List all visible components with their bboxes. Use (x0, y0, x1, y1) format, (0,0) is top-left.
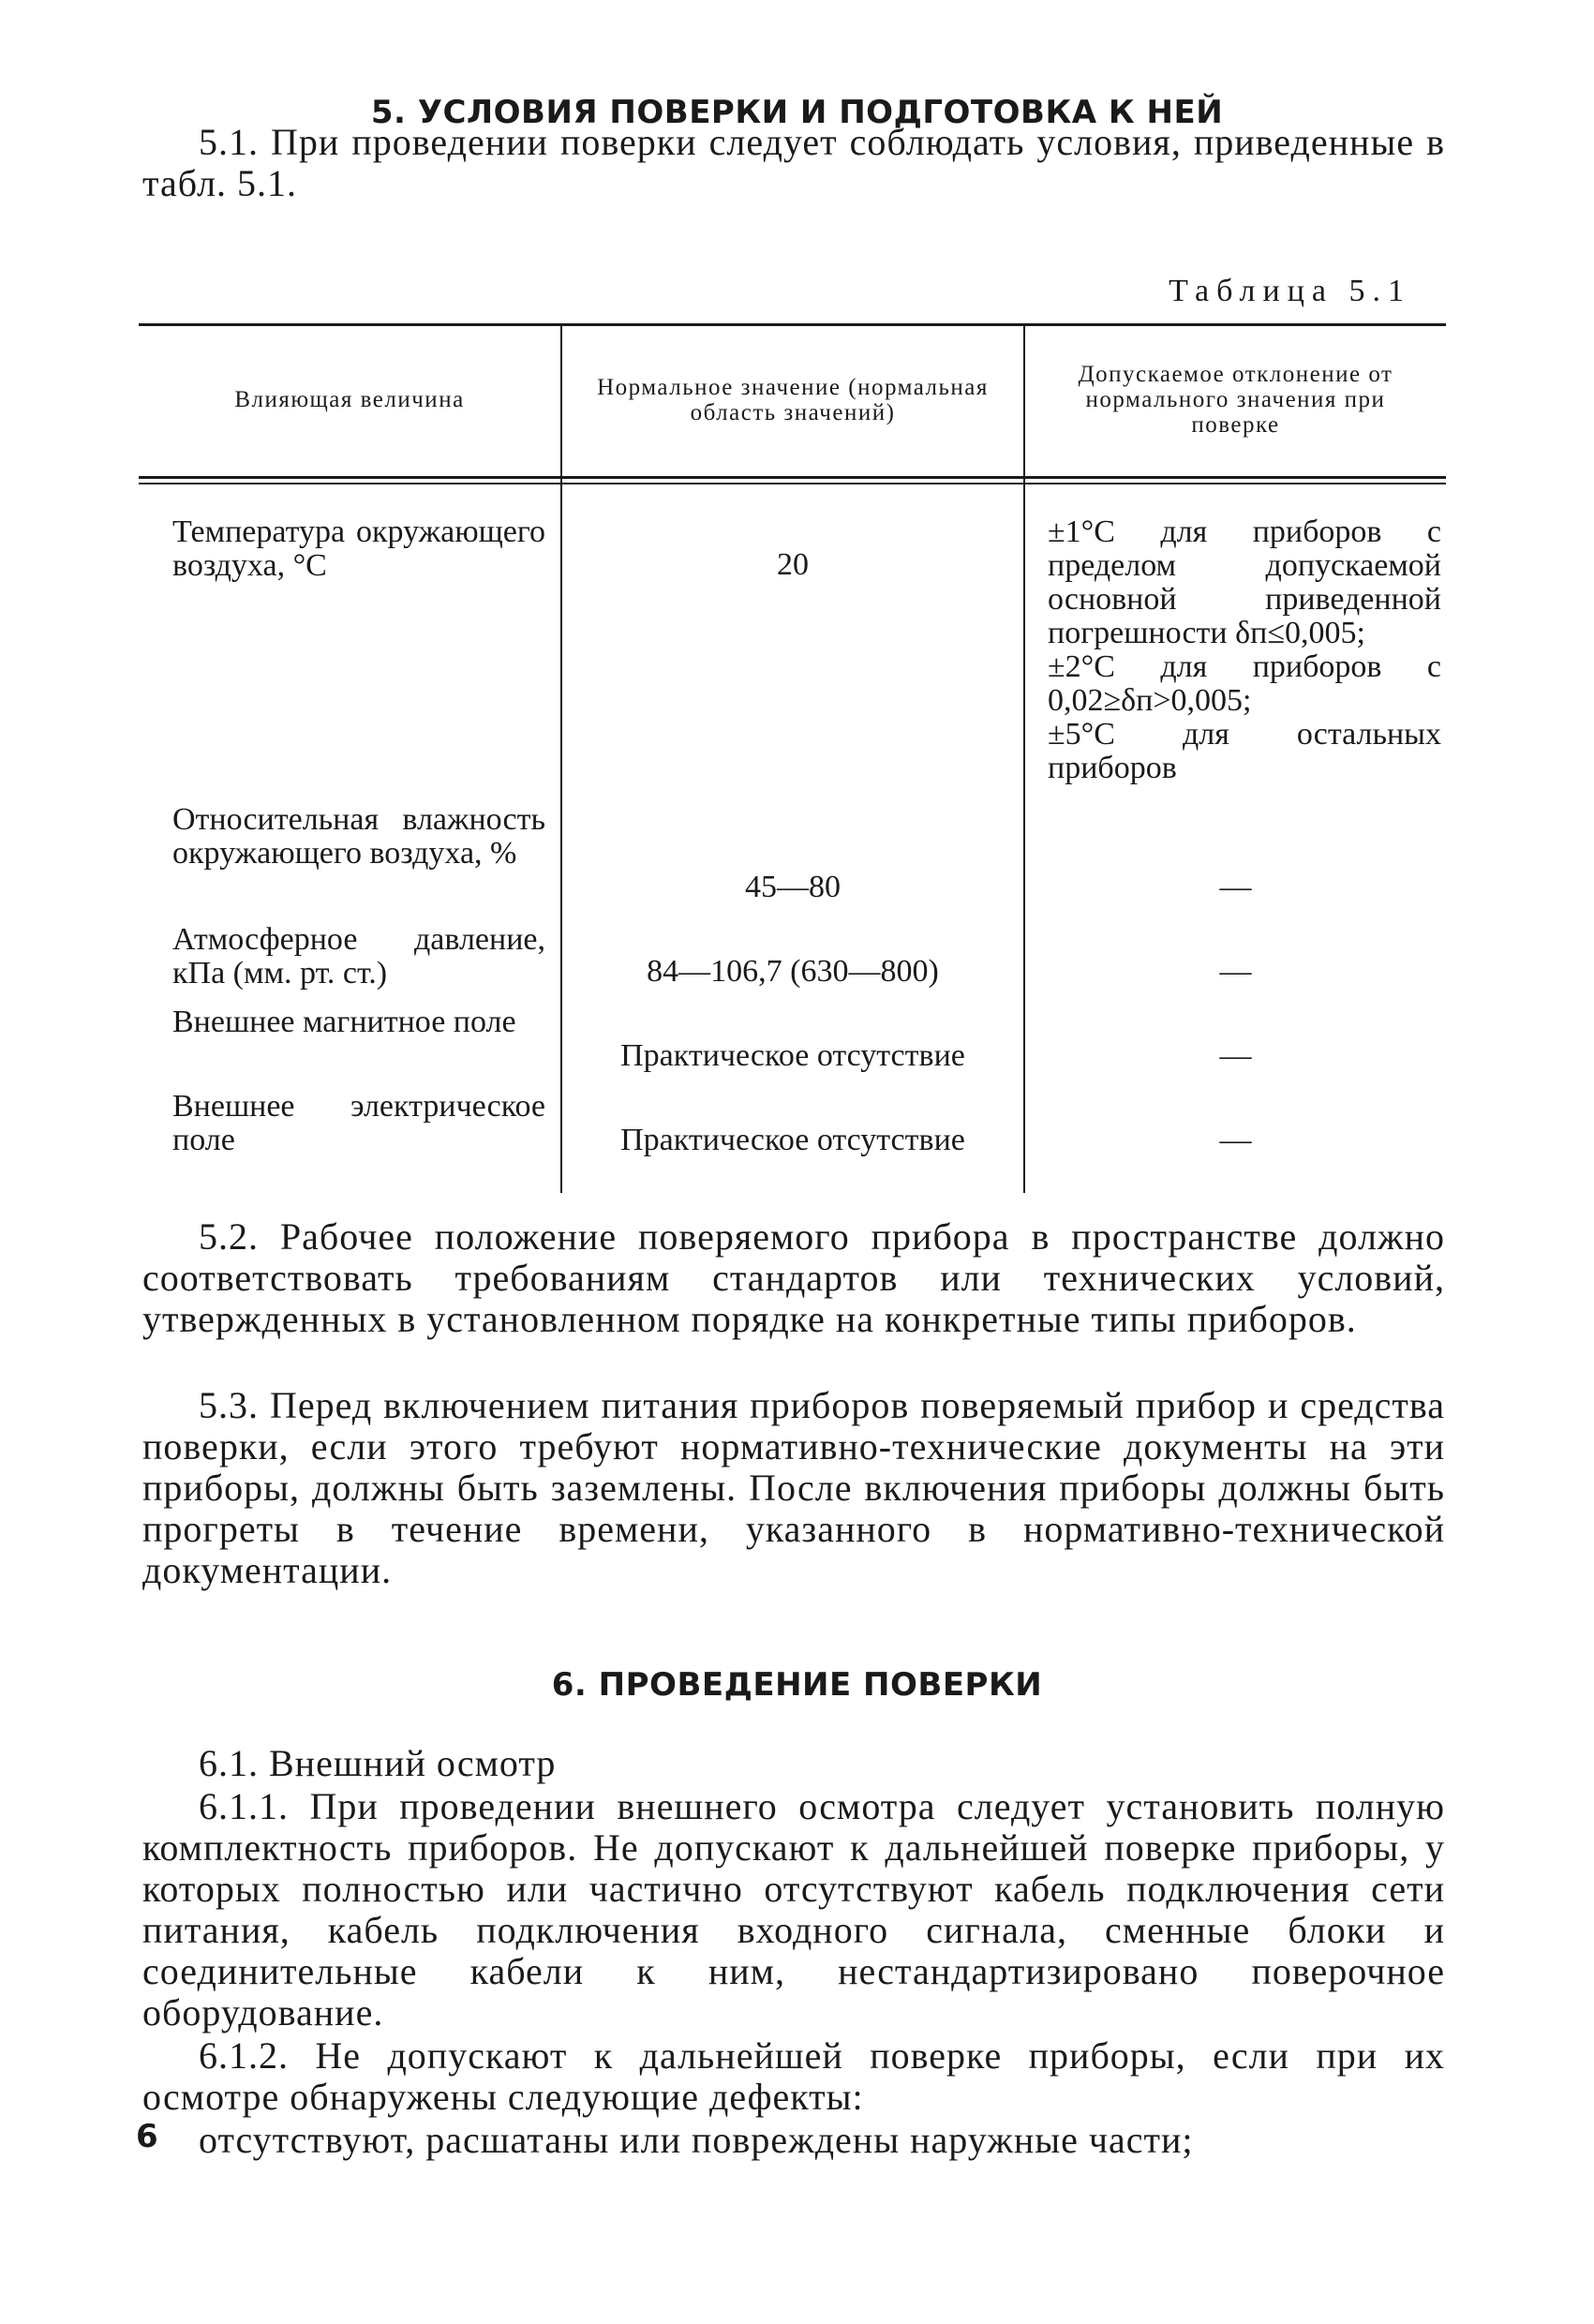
table-caption: Таблица 5.1 (1169, 274, 1411, 308)
deviation-line: ±5°С для остальных приборов (1048, 717, 1441, 785)
deviation-line: ±1°С для приборов с пределом допускаемой основной приведенной погрешности δп≤0,005; (1048, 514, 1441, 650)
table-row-electric-normal: Практическое отсутствие (620, 1123, 965, 1157)
table-header-rule (139, 476, 1446, 484)
paragraph-5-3: 5.3. Перед включением питания приборов поверяемый прибор и средства поверки, если этого требуют нормативно-технические документы на эти приборы, должны быть заземлены. После включения приборы должны быть прогреты в течение времени, указанного в нормативно-технической документации. (142, 1384, 1445, 1591)
header-deviation: Допускаемое отклонение от нормального значения при поверке (1078, 362, 1393, 438)
table-row-humidity-deviation: — (1219, 870, 1252, 904)
header-normal-value: Нормальное значение (нормальная область значений) (597, 374, 989, 425)
table-row-temperature-deviation (1048, 515, 1441, 785)
table-row-temperature-normal: 20 (777, 547, 809, 582)
table-row-humidity-normal: 45—80 (745, 870, 841, 904)
paragraph-6-1-1: 6.1.1. При проведении внешнего осмотра следует установить полную комплектность приборов. Не допускают к дальнейшей поверке приборы, у которых полностью или частично отсутствуют кабель подключения сети питания, кабель подключения входного сигнала, сменные блоки и соединительные кабели к ним, нестандартизировано поверочное оборудование. (142, 1785, 1445, 2034)
deviation-line: ±2°С для приборов с 0,02≥δп>0,005; (1048, 649, 1441, 718)
paragraph-5-1: 5.1. При проведении поверки следует соблюдать условия, приведенные в табл. 5.1. (142, 121, 1445, 204)
header-quantity: Влияющая величина (234, 387, 465, 412)
paragraph-defect-list-item: отсутствуют, расшатаны или повреждены наружные части; (199, 2119, 1194, 2161)
table-row-pressure-deviation: — (1219, 954, 1252, 989)
table-row-pressure-quantity: Атмосферное давление, кПа (мм. рт. ст.) (172, 922, 545, 991)
paragraph-6-1-2: 6.1.2. Не допускают к дальнейшей поверке приборы, если при их осмотре обнаружены следующие дефекты: (142, 2034, 1445, 2118)
paragraph-6-1: 6.1. Внешний осмотр (199, 1742, 557, 1784)
page-number: 6 (136, 2118, 158, 2155)
table-row-magnetic-deviation: — (1219, 1038, 1252, 1073)
table-row-humidity-quantity: Относительная влажность окружающего воздуха, % (172, 802, 545, 871)
table-row-temperature-quantity: Температура окружающего воздуха, °С (172, 514, 545, 583)
section-6-heading: 6. ПРОВЕДЕНИЕ ПОВЕРКИ (551, 1666, 1043, 1704)
table-row-magnetic-normal: Практическое отсутствие (620, 1038, 965, 1073)
table-row-magnetic-quantity: Внешнее магнитное поле (172, 1005, 516, 1039)
section-5-heading: 5. УСЛОВИЯ ПОВЕРКИ И ПОДГОТОВКА К НЕЙ (370, 94, 1224, 131)
table-row-electric-quantity: Внешнее электрическое поле (172, 1089, 545, 1157)
table-row-electric-deviation: — (1219, 1123, 1252, 1157)
paragraph-5-2: 5.2. Рабочее положение поверяемого прибора в пространстве должно соответствовать требованиям стандартов или технических условий, утвержденных в установленном порядке на конкретные типы приборов. (142, 1215, 1445, 1340)
table-row-pressure-normal: 84—106,7 (630—800) (647, 954, 939, 989)
